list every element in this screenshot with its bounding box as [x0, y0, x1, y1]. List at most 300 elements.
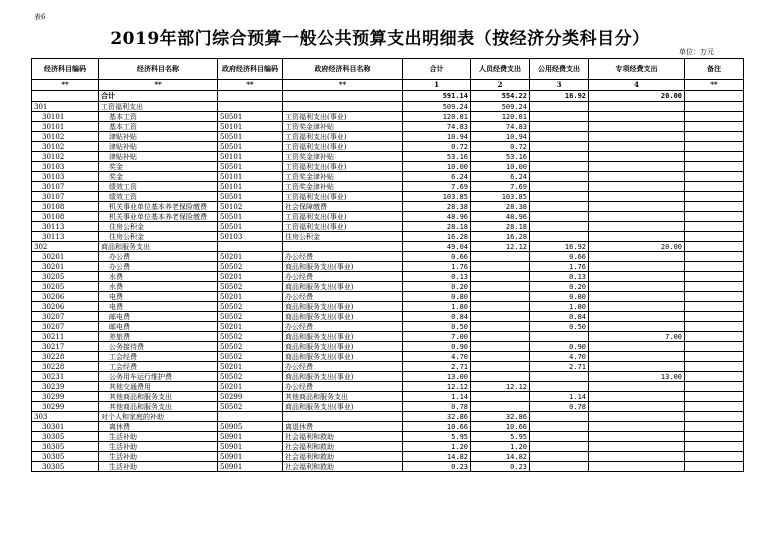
cell-public — [530, 452, 589, 462]
cell-gcode: 50103 — [218, 232, 283, 242]
cell-remark — [685, 372, 744, 382]
cell-special — [589, 122, 685, 132]
cell-name: 生活补助 — [99, 442, 218, 452]
cell-remark — [685, 322, 744, 332]
cell-gcode: 50101 — [218, 152, 283, 162]
cell-code: 30207 — [32, 322, 99, 332]
cell-public — [530, 142, 589, 152]
cell-gname: 办公经费 — [283, 252, 403, 262]
cell-gname: 商品和服务支出(事业) — [283, 282, 403, 292]
cell-name: 其他交通费用 — [99, 382, 218, 392]
category-row — [32, 242, 744, 252]
marker-cell: ** — [99, 80, 218, 91]
cell-name: 奖金 — [99, 162, 218, 172]
cell-total: 5.95 — [403, 432, 471, 442]
cell-remark — [685, 162, 744, 172]
cell-personnel: 48.96 — [471, 212, 530, 222]
table-row — [32, 182, 744, 192]
cell-total: 0.23 — [403, 462, 471, 472]
table-row — [32, 392, 744, 402]
cell-gcode: 50502 — [218, 312, 283, 322]
cell-total: 10.00 — [403, 162, 471, 172]
cell-total: 48.96 — [403, 212, 471, 222]
cell-special — [589, 202, 685, 212]
table-row — [32, 362, 744, 372]
marker-cell: 3 — [530, 80, 589, 91]
cell-public — [530, 182, 589, 192]
cell-personnel: 103.85 — [471, 192, 530, 202]
cell-public: 1.14 — [530, 392, 589, 402]
table-row — [32, 302, 744, 312]
unit-label: 单位：万元 — [679, 48, 714, 56]
cell-special — [589, 362, 685, 372]
cell-name: 生活补助 — [99, 462, 218, 472]
cell-gcode: 50502 — [218, 282, 283, 292]
cell-code: 30113 — [32, 222, 99, 232]
marker-cell: 1 — [403, 80, 471, 91]
table-row — [32, 112, 744, 122]
header-cell: 公用经费支出 — [530, 59, 589, 80]
table-row — [32, 332, 744, 342]
cell-name: 水费 — [99, 282, 218, 292]
cell-total: 74.83 — [403, 122, 471, 132]
cell-remark — [685, 392, 744, 402]
cell-name: 差旅费 — [99, 332, 218, 342]
cell-special: 13.00 — [589, 372, 685, 382]
cell-personnel — [471, 342, 530, 352]
cell-name: 生活补助 — [99, 452, 218, 462]
cell-remark — [685, 442, 744, 452]
cell-gcode: 50502 — [218, 352, 283, 362]
cell-special — [589, 132, 685, 142]
cell-gcode: 50201 — [218, 252, 283, 262]
table-row — [32, 312, 744, 322]
cell-name: 公务用车运行维护费 — [99, 372, 218, 382]
total-label: 合计 — [99, 91, 218, 102]
cell-total: 28.18 — [403, 222, 471, 232]
marker-cell: ** — [283, 80, 403, 91]
cell-total: 1.80 — [403, 302, 471, 312]
cell-code: 30103 — [32, 162, 99, 172]
cell-gname: 商品和服务支出(事业) — [283, 332, 403, 342]
cell-public — [530, 332, 589, 342]
cell-special — [589, 322, 685, 332]
cell-public: 16.92 — [530, 242, 589, 252]
cell-gname: 离退休费 — [283, 422, 403, 432]
cell-remark — [685, 342, 744, 352]
total-gcode-cell — [218, 91, 283, 102]
cell-public: 1.80 — [530, 302, 589, 312]
cell-special — [589, 302, 685, 312]
cell-gname: 社会福利和救助 — [283, 452, 403, 462]
table-row — [32, 122, 744, 132]
cell-gname: 商品和服务支出(事业) — [283, 262, 403, 272]
cell-name: 津贴补贴 — [99, 142, 218, 152]
cell-personnel: 14.82 — [471, 452, 530, 462]
cell-name: 奖金 — [99, 172, 218, 182]
cell-total: 1.76 — [403, 262, 471, 272]
cell-personnel: 12.12 — [471, 382, 530, 392]
cell-public — [530, 172, 589, 182]
table-row — [32, 342, 744, 352]
cell-gcode — [218, 412, 283, 422]
cell-public — [530, 232, 589, 242]
cell-special — [589, 432, 685, 442]
cell-gcode: 50502 — [218, 402, 283, 412]
cell-remark — [685, 302, 744, 312]
cell-gcode: 50201 — [218, 292, 283, 302]
cell-remark — [685, 332, 744, 342]
cell-personnel — [471, 312, 530, 322]
cell-personnel: 6.24 — [471, 172, 530, 182]
cell-personnel — [471, 332, 530, 342]
cell-special — [589, 412, 685, 422]
cell-code: 30107 — [32, 192, 99, 202]
table-row — [32, 262, 744, 272]
cell-remark — [685, 262, 744, 272]
cell-personnel: 5.95 — [471, 432, 530, 442]
cell-gname: 商品和服务支出(事业) — [283, 402, 403, 412]
cell-special — [589, 272, 685, 282]
cell-public: 1.76 — [530, 262, 589, 272]
cell-gname: 住房公积金 — [283, 232, 403, 242]
cell-personnel: 120.01 — [471, 112, 530, 122]
cell-code: 302 — [32, 242, 99, 252]
cell-total: 10.66 — [403, 422, 471, 432]
cell-gname: 工资奖金津补贴 — [283, 172, 403, 182]
cell-total: 16.28 — [403, 232, 471, 242]
cell-remark — [685, 462, 744, 472]
cell-gname — [283, 102, 403, 112]
total-public: 16.92 — [530, 91, 589, 102]
cell-gname: 商品和服务支出(事业) — [283, 302, 403, 312]
cell-remark — [685, 352, 744, 362]
cell-personnel: 16.28 — [471, 232, 530, 242]
cell-code: 30108 — [32, 202, 99, 212]
header-cell: 经济科目名称 — [99, 59, 218, 80]
cell-total: 0.50 — [403, 322, 471, 332]
cell-gname: 办公经费 — [283, 272, 403, 282]
cell-gname: 社会福利和救助 — [283, 462, 403, 472]
table-row — [32, 212, 744, 222]
table-row — [32, 322, 744, 332]
total-row — [32, 91, 744, 102]
cell-name: 机关事业单位基本养老保险缴费 — [99, 212, 218, 222]
cell-personnel — [471, 372, 530, 382]
cell-remark — [685, 432, 744, 442]
cell-public — [530, 152, 589, 162]
cell-personnel — [471, 402, 530, 412]
cell-code: 30108 — [32, 212, 99, 222]
table-row — [32, 272, 744, 282]
cell-total: 120.01 — [403, 112, 471, 122]
cell-remark — [685, 272, 744, 282]
cell-remark — [685, 232, 744, 242]
cell-public: 0.90 — [530, 342, 589, 352]
cell-name: 商品和服务支出 — [99, 242, 218, 252]
cell-special — [589, 422, 685, 432]
cell-gcode: 50501 — [218, 112, 283, 122]
cell-code: 30228 — [32, 362, 99, 372]
cell-public — [530, 122, 589, 132]
table-row — [32, 352, 744, 362]
cell-gname: 社会福利和救助 — [283, 432, 403, 442]
cell-public — [530, 372, 589, 382]
cell-remark — [685, 282, 744, 292]
header-row — [32, 59, 744, 80]
cell-special: 20.00 — [589, 242, 685, 252]
cell-personnel — [471, 262, 530, 272]
cell-remark — [685, 362, 744, 372]
cell-personnel: 10.66 — [471, 422, 530, 432]
table-row — [32, 132, 744, 142]
cell-gcode: 50502 — [218, 332, 283, 342]
header-cell: 合计 — [403, 59, 471, 80]
cell-code: 30201 — [32, 262, 99, 272]
cell-personnel — [471, 282, 530, 292]
cell-code: 30102 — [32, 142, 99, 152]
cell-special — [589, 192, 685, 202]
cell-code: 30301 — [32, 422, 99, 432]
cell-gname: 工资福利支出(事业) — [283, 132, 403, 142]
table-row — [32, 402, 744, 412]
cell-name: 工会经费 — [99, 362, 218, 372]
cell-gname: 办公经费 — [283, 382, 403, 392]
cell-gcode: 50901 — [218, 452, 283, 462]
cell-public — [530, 212, 589, 222]
cell-total: 1.14 — [403, 392, 471, 402]
cell-personnel — [471, 392, 530, 402]
cell-gname: 工资奖金津补贴 — [283, 122, 403, 132]
cell-name: 电费 — [99, 292, 218, 302]
cell-personnel: 0.23 — [471, 462, 530, 472]
table-row — [32, 282, 744, 292]
cell-special — [589, 222, 685, 232]
cell-public — [530, 222, 589, 232]
marker-row — [32, 80, 744, 91]
cell-total: 0.72 — [403, 142, 471, 152]
cell-personnel: 509.24 — [471, 102, 530, 112]
cell-remark — [685, 132, 744, 142]
cell-special — [589, 262, 685, 272]
cell-code: 30102 — [32, 152, 99, 162]
cell-total: 0.84 — [403, 312, 471, 322]
cell-code: 30305 — [32, 452, 99, 462]
cell-special — [589, 402, 685, 412]
cell-gcode: 50901 — [218, 432, 283, 442]
cell-gname: 商品和服务支出(事业) — [283, 312, 403, 322]
cell-total: 0.90 — [403, 342, 471, 352]
cell-special — [589, 112, 685, 122]
cell-gname — [283, 242, 403, 252]
cell-public — [530, 112, 589, 122]
cell-total: 13.00 — [403, 372, 471, 382]
cell-special — [589, 152, 685, 162]
cell-name: 邮电费 — [99, 312, 218, 322]
cell-remark — [685, 382, 744, 392]
cell-name: 办公费 — [99, 252, 218, 262]
sheet-label: 表6 — [34, 13, 46, 21]
cell-gcode: 50502 — [218, 302, 283, 312]
cell-remark — [685, 252, 744, 262]
cell-personnel: 0.72 — [471, 142, 530, 152]
cell-gcode: 50502 — [218, 262, 283, 272]
cell-special — [589, 142, 685, 152]
cell-remark — [685, 122, 744, 132]
cell-total: 0.13 — [403, 272, 471, 282]
cell-gcode: 50102 — [218, 202, 283, 212]
cell-personnel — [471, 292, 530, 302]
cell-personnel: 10.00 — [471, 162, 530, 172]
cell-total: 0.20 — [403, 282, 471, 292]
table-row — [32, 222, 744, 232]
table-row — [32, 152, 744, 162]
cell-remark — [685, 102, 744, 112]
cell-gcode: 50502 — [218, 372, 283, 382]
table-row — [32, 202, 744, 212]
cell-name: 工会经费 — [99, 352, 218, 362]
cell-remark — [685, 112, 744, 122]
header-cell: 政府经济科目名称 — [283, 59, 403, 80]
cell-gcode: 50905 — [218, 422, 283, 432]
category-row — [32, 102, 744, 112]
cell-personnel — [471, 302, 530, 312]
cell-special — [589, 462, 685, 472]
cell-code: 30201 — [32, 252, 99, 262]
table-row — [32, 442, 744, 452]
cell-code: 30299 — [32, 402, 99, 412]
cell-public — [530, 192, 589, 202]
cell-remark — [685, 182, 744, 192]
cell-personnel — [471, 272, 530, 282]
cell-special — [589, 172, 685, 182]
cell-name: 生活补助 — [99, 432, 218, 442]
cell-total: 14.82 — [403, 452, 471, 462]
cell-gcode: 50502 — [218, 342, 283, 352]
cell-personnel: 28.38 — [471, 202, 530, 212]
cell-code: 30102 — [32, 132, 99, 142]
marker-cell: ** — [685, 80, 744, 91]
category-row — [32, 412, 744, 422]
marker-cell: ** — [32, 80, 99, 91]
cell-public: 2.71 — [530, 362, 589, 372]
cell-public — [530, 442, 589, 452]
cell-public — [530, 432, 589, 442]
cell-name: 公务接待费 — [99, 342, 218, 352]
table-row — [32, 292, 744, 302]
cell-total: 28.38 — [403, 202, 471, 212]
cell-code: 30231 — [32, 372, 99, 382]
cell-personnel: 28.18 — [471, 222, 530, 232]
cell-code: 30305 — [32, 432, 99, 442]
cell-code: 30206 — [32, 292, 99, 302]
cell-name: 津贴补贴 — [99, 132, 218, 142]
cell-special: 7.00 — [589, 332, 685, 342]
cell-total: 53.16 — [403, 152, 471, 162]
cell-total: 509.24 — [403, 102, 471, 112]
cell-name: 其他商品和服务支出 — [99, 402, 218, 412]
cell-remark — [685, 422, 744, 432]
cell-code: 30205 — [32, 272, 99, 282]
cell-name: 工资福利支出 — [99, 102, 218, 112]
cell-special — [589, 342, 685, 352]
cell-gname: 商品和服务支出(事业) — [283, 352, 403, 362]
cell-name: 津贴补贴 — [99, 152, 218, 162]
cell-gname: 社会福利和救助 — [283, 442, 403, 452]
total-special: 20.00 — [589, 91, 685, 102]
cell-public — [530, 102, 589, 112]
table-row — [32, 372, 744, 382]
cell-total: 0.66 — [403, 252, 471, 262]
cell-remark — [685, 172, 744, 182]
cell-total: 6.24 — [403, 172, 471, 182]
cell-name: 基本工资 — [99, 122, 218, 132]
cell-special — [589, 252, 685, 262]
cell-code: 30305 — [32, 462, 99, 472]
cell-remark — [685, 202, 744, 212]
table-row — [32, 422, 744, 432]
cell-gcode: 50201 — [218, 382, 283, 392]
cell-total: 103.85 — [403, 192, 471, 202]
cell-public: 0.84 — [530, 312, 589, 322]
cell-code: 30207 — [32, 312, 99, 322]
cell-total: 7.69 — [403, 182, 471, 192]
cell-gcode — [218, 102, 283, 112]
cell-name: 住房公积金 — [99, 232, 218, 242]
cell-public — [530, 162, 589, 172]
cell-public — [530, 202, 589, 212]
header-cell: 政府经济科目编码 — [218, 59, 283, 80]
cell-code: 30211 — [32, 332, 99, 342]
total-remark — [685, 91, 744, 102]
cell-remark — [685, 142, 744, 152]
cell-gcode: 50501 — [218, 132, 283, 142]
header-cell: 经济科目编码 — [32, 59, 99, 80]
page-title: 2019年部门综合预算一般公共预算支出明细表（按经济分类科目分） — [110, 29, 650, 49]
cell-name: 机关事业单位基本养老保险缴费 — [99, 202, 218, 212]
cell-public: 0.78 — [530, 402, 589, 412]
cell-gcode: 50501 — [218, 192, 283, 202]
table-row — [32, 462, 744, 472]
cell-code: 30101 — [32, 112, 99, 122]
cell-remark — [685, 312, 744, 322]
cell-special — [589, 232, 685, 242]
cell-code: 30107 — [32, 182, 99, 192]
cell-public: 0.13 — [530, 272, 589, 282]
cell-code: 30239 — [32, 382, 99, 392]
cell-gcode: 50101 — [218, 172, 283, 182]
cell-total: 10.94 — [403, 132, 471, 142]
cell-public: 4.70 — [530, 352, 589, 362]
table-row — [32, 252, 744, 262]
cell-special — [589, 162, 685, 172]
cell-gcode: 50201 — [218, 362, 283, 372]
cell-total: 7.00 — [403, 332, 471, 342]
cell-code: 30299 — [32, 392, 99, 402]
marker-cell: ** — [218, 80, 283, 91]
cell-special — [589, 312, 685, 322]
cell-gname: 社会保障缴费 — [283, 202, 403, 212]
table-row — [32, 452, 744, 462]
cell-remark — [685, 242, 744, 252]
cell-gcode: 50201 — [218, 322, 283, 332]
cell-gcode: 50299 — [218, 392, 283, 402]
cell-total: 12.12 — [403, 382, 471, 392]
cell-name: 水费 — [99, 272, 218, 282]
cell-gcode: 50901 — [218, 462, 283, 472]
cell-personnel — [471, 352, 530, 362]
cell-special — [589, 392, 685, 402]
